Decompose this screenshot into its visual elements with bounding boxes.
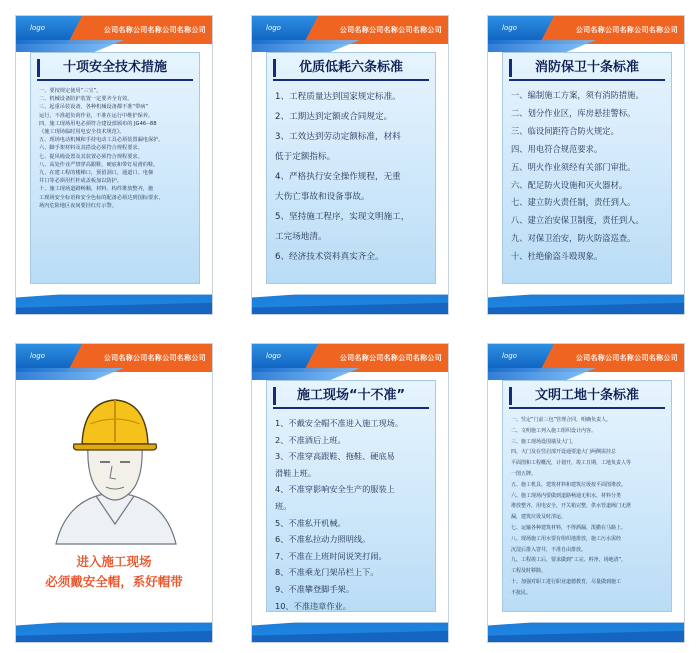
rule-line: 5、不准私开机械。 bbox=[275, 517, 346, 528]
rule-line: 二、文明施工列入施工组织设计内容。 bbox=[511, 427, 597, 434]
board-header bbox=[252, 16, 448, 44]
rule-line: 八、现场施工用水要有组织地排放，施工污水需经 bbox=[511, 535, 622, 542]
rule-line: 堆放整齐，用电安全，开关箱完整，供水管道阀门无泄 bbox=[511, 503, 632, 510]
rule-line: 9、不准攀登脚手架。 bbox=[275, 583, 354, 594]
rule-line: 四、用电符合规范要求。 bbox=[511, 143, 603, 154]
rule-line: 1、不戴安全帽不准进入施工现场。 bbox=[275, 418, 404, 428]
board-header bbox=[488, 344, 684, 372]
board-header bbox=[16, 16, 212, 44]
rule-line: 四、大门及在竖启部开设通要道大门两侧需挂总 bbox=[511, 449, 617, 456]
sign-board-ten-prohibitions bbox=[251, 343, 449, 643]
rule-line: 2、工期达到定额或合同规定。 bbox=[275, 112, 393, 122]
rule-line: 五、施工机具、建筑材料和建筑垃圾按平面图堆放。 bbox=[511, 481, 627, 488]
logo-tab bbox=[488, 16, 554, 44]
rule-line: 三、起重吊装设备，各种机械设备都不准“带病” bbox=[39, 104, 149, 111]
content-panel bbox=[502, 52, 672, 284]
rule-line: 一、编制施工方案，须有消防措施。 bbox=[511, 90, 644, 100]
rule-line: 2、不准酒后上班。 bbox=[275, 434, 346, 445]
rule-line: 七、建立防火责任制，责任到人。 bbox=[511, 197, 636, 208]
sign-board-helmet-poster bbox=[15, 343, 213, 643]
rule-line: 场内危险地区夜间要挂红灯示警。 bbox=[39, 202, 117, 209]
logo-text: logo bbox=[30, 352, 45, 360]
company-name: 公司名称公司名称公司名称公司 bbox=[103, 354, 206, 362]
rule-line: 1、工程质量达到国家规定标准。 bbox=[275, 92, 401, 102]
board-header bbox=[16, 344, 212, 372]
rule-line: 三、临设间距符合防火规定。 bbox=[511, 125, 619, 136]
content-panel bbox=[30, 52, 200, 284]
rule-line: 4、严格执行安全操作规程，无重 bbox=[275, 172, 401, 182]
rule-line: 大伤亡事故和设备事故。 bbox=[275, 192, 370, 202]
rule-line: 一、竖定“门前三包”管理合同，明确负责人。 bbox=[511, 417, 612, 423]
rule-line: 6、经济技术资料真实齐全。 bbox=[275, 252, 384, 262]
sign-board-fire-security bbox=[487, 15, 685, 315]
sign-board-safety-measures bbox=[15, 15, 213, 315]
rule-line: 三、施工现场设围墙及大门。 bbox=[511, 438, 577, 445]
rule-line: 滑鞋上班。 bbox=[275, 467, 316, 478]
rule-line: 8、不准乘龙门架吊栏上下。 bbox=[275, 567, 379, 578]
rule-line: 八、建立治安保卫制度，责任到人。 bbox=[511, 215, 644, 226]
content-panel bbox=[502, 380, 672, 612]
sign-board-civilized-site bbox=[487, 343, 685, 643]
rule-line: 十、加强对职工进行职业道德教育，尽量做到施工 bbox=[511, 578, 622, 585]
rule-line: 3、不准穿高跟鞋、拖鞋、硬底易 bbox=[275, 451, 395, 462]
rule-line: 九、在建工程的楼梯口，预留洞口，通道口、电梯 bbox=[39, 170, 154, 177]
rule-line: 7、不准在上班时间说笑打闹。 bbox=[275, 550, 387, 561]
rule-line: 6、不准私拉动力照明线。 bbox=[275, 534, 371, 545]
company-name: 公司名称公司名称公司名称公司 bbox=[575, 354, 678, 362]
logo-tab bbox=[488, 344, 554, 372]
rule-line: 一图五牌。 bbox=[511, 470, 537, 477]
worker-helmet-illustration bbox=[26, 384, 204, 554]
sign-board-quality-standards bbox=[251, 15, 449, 315]
logo-text: logo bbox=[502, 24, 517, 32]
board-title: 消防保卫十条标准 bbox=[509, 57, 665, 81]
rule-line: 3、工效达到劳动定额标准，材料 bbox=[275, 132, 401, 142]
rule-list bbox=[39, 87, 193, 210]
rule-line: 5、坚持施工程序，实现文明施工， bbox=[275, 212, 410, 222]
rule-line: 班。 bbox=[275, 500, 292, 511]
logo-tab bbox=[252, 344, 318, 372]
board-header bbox=[488, 16, 684, 44]
rule-line: 六、施工现场内要做到道路畅通无积水，材料分类 bbox=[511, 492, 622, 499]
logo-text: logo bbox=[30, 24, 45, 32]
board-header bbox=[252, 344, 448, 372]
board-title: 优质低耗六条标准 bbox=[273, 57, 429, 81]
rule-line: 不扰民。 bbox=[511, 589, 532, 596]
content-panel bbox=[266, 52, 436, 284]
rule-line: 六、脚手架材料及其搭设必须符合规程要求。 bbox=[39, 145, 143, 152]
logo-tab bbox=[252, 16, 318, 44]
rule-line: 十、杜绝偷盗斗殴现象。 bbox=[511, 251, 603, 262]
board-title: 十项安全技术措施 bbox=[37, 57, 193, 81]
logo-text: logo bbox=[266, 24, 281, 32]
slogan-line: 进入施工现场 bbox=[76, 554, 152, 569]
logo-tab bbox=[16, 16, 82, 44]
rule-line: 五、现场电动机械和手持电动工具必须装置漏电保护。 bbox=[39, 137, 164, 144]
rule-line: 六、配足防火设施和灭火器材。 bbox=[511, 179, 628, 190]
logo-text: logo bbox=[502, 352, 517, 360]
rule-list bbox=[511, 87, 665, 266]
rule-line: 十、施工现场道路畅顺，材料、构件堆放整齐，施 bbox=[39, 186, 154, 193]
rule-line: 九、工程竣工后，要求做到“工完、料净、场地清”， bbox=[511, 557, 627, 564]
rule-line: 二、划分作业区，库房悬挂警标。 bbox=[511, 107, 636, 118]
company-name: 公司名称公司名称公司名称公司 bbox=[339, 26, 442, 34]
rule-line: 井口等必须用栏杆或盖板加以防护。 bbox=[39, 178, 123, 185]
board-title: 文明工地十条标准 bbox=[509, 385, 665, 409]
rule-line: 八、高处作业严禁穿高跟鞋、硬底和带钉易滑的鞋。 bbox=[39, 161, 159, 168]
helmet-slogan bbox=[16, 552, 212, 592]
rule-line: 运行，不准超负荷作业，不准在运行中维护保养。 bbox=[39, 112, 154, 119]
rule-line: 工程及时移除。 bbox=[511, 568, 547, 575]
rule-line: 工现场安全标语和安全色标的配备必须达到国标要求， bbox=[39, 194, 164, 201]
rule-line: 平面图和工程概况，计划开，竣工日期，工地负责人等 bbox=[511, 460, 632, 467]
rule-line: 七、提风绳设置及其装置必须符合规程要求。 bbox=[39, 153, 143, 160]
rule-line: 漏，建筑垃圾及时清运。 bbox=[511, 514, 567, 521]
rule-line: 沉淀后排入窨井，不准自由排放。 bbox=[511, 546, 587, 553]
company-name: 公司名称公司名称公司名称公司 bbox=[575, 26, 678, 34]
rule-line: 九、对保卫治安，防火防盗巡查。 bbox=[511, 233, 636, 244]
logo-text: logo bbox=[266, 352, 281, 360]
rule-line: 10、不准违章作业。 bbox=[275, 600, 351, 611]
rule-line: 4、不准穿影响安全生产的服装上 bbox=[275, 484, 395, 495]
content-panel bbox=[266, 380, 436, 612]
rule-list bbox=[275, 415, 429, 614]
rule-list bbox=[511, 415, 665, 599]
slogan-line: 必须戴安全帽，系好帽带 bbox=[45, 574, 183, 589]
rule-line: 低于定额指标。 bbox=[275, 152, 336, 162]
rule-line: 七、运输各种建筑材料，不得洒漏，泼撒在马路上。 bbox=[511, 524, 627, 531]
board-title: 施工现场“十不准” bbox=[273, 385, 429, 409]
rule-line: 工完场地清。 bbox=[275, 232, 327, 242]
rule-line: 五、明火作业须经有关部门审批。 bbox=[511, 161, 636, 172]
rule-line: 《施工现场临时用电安全技术规范》。 bbox=[39, 129, 125, 136]
rule-line: 一、要按规定使用“三宝”。 bbox=[39, 88, 102, 94]
rule-line: 二、机械设备防护装置一定要齐全有效。 bbox=[39, 96, 133, 103]
company-name: 公司名称公司名称公司名称公司 bbox=[103, 26, 206, 34]
rule-line: 四、施工现场用电必须符合建设部颁布的 JG46--88 bbox=[39, 120, 157, 127]
company-name: 公司名称公司名称公司名称公司 bbox=[339, 354, 442, 362]
logo-tab bbox=[16, 344, 82, 372]
rule-list bbox=[275, 87, 429, 267]
